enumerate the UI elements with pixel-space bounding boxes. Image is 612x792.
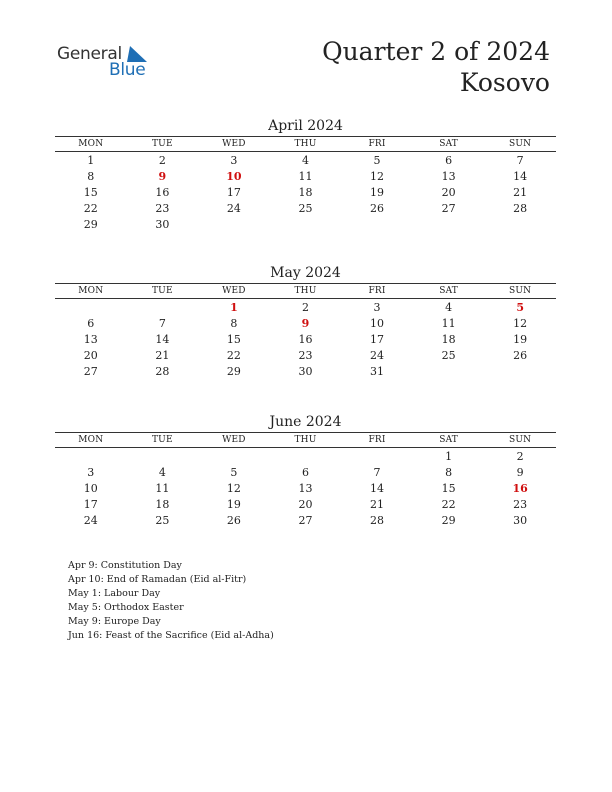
date-cell: 17: [83, 498, 98, 511]
date-cell: 13: [441, 170, 456, 183]
holiday-item: May 9: Europe Day: [68, 616, 161, 627]
week-row: [55, 185, 556, 201]
month-june: [55, 412, 556, 529]
date-cell: 19: [513, 333, 528, 346]
date-cell: 25: [298, 202, 313, 215]
weekday-label: WED: [222, 286, 246, 296]
date-cell: 28: [513, 202, 528, 215]
date-cell: 31: [370, 365, 385, 378]
weekday-label: SAT: [439, 286, 458, 296]
date-cell: 26: [513, 349, 528, 362]
week-row: [55, 153, 556, 169]
date-cell: 29: [83, 218, 98, 231]
page-title: [322, 36, 550, 98]
date-cell: 7: [158, 317, 166, 330]
date-cell: 6: [445, 154, 453, 167]
weekday-label: TUE: [151, 286, 173, 296]
date-cell: 22: [441, 498, 456, 511]
date-cell: [341, 449, 413, 465]
weekday-label: SAT: [439, 139, 458, 149]
date-cell: 3: [87, 466, 95, 479]
holiday-item: May 1: Labour Day: [68, 588, 161, 599]
month-title: May 2024: [270, 265, 341, 281]
date-cell: [55, 300, 127, 316]
date-cell: [198, 217, 270, 233]
weekday-label: SUN: [509, 435, 532, 445]
date-cell: 15: [441, 482, 456, 495]
month-title: April 2024: [268, 118, 343, 134]
weekday-label: MON: [78, 435, 104, 445]
weekday-label: WED: [222, 139, 246, 149]
week-row: [55, 201, 556, 217]
date-cell: 21: [370, 498, 385, 511]
date-cell: 11: [155, 482, 170, 495]
date-cell: 30: [298, 365, 313, 378]
date-cell: [413, 217, 485, 233]
date-cell: 4: [158, 466, 166, 479]
week-row: [55, 348, 556, 364]
date-cell: 25: [155, 514, 170, 527]
date-cell: 13: [298, 482, 313, 495]
date-cell: 20: [298, 498, 313, 511]
date-cell: 28: [155, 365, 170, 378]
calendar-grid: [55, 136, 556, 233]
title-quarter: Quarter 2 of 2024: [322, 37, 550, 66]
date-cell: [55, 449, 127, 465]
date-cell: 25: [441, 349, 456, 362]
date-cell: 4: [445, 301, 453, 314]
date-cell: 16: [155, 186, 170, 199]
weekday-label: FRI: [368, 139, 386, 149]
date-cell: 14: [513, 170, 528, 183]
month-title: June 2024: [269, 414, 342, 430]
date-cell: [484, 217, 556, 233]
date-cell: [270, 449, 342, 465]
date-cell: 24: [83, 514, 98, 527]
holiday-list: [68, 559, 274, 643]
title-country: Kosovo: [459, 68, 550, 97]
date-cell: 5: [230, 466, 238, 479]
holiday-item: Jun 16: Feast of the Sacrifice (Eid al-Adha): [68, 630, 274, 641]
weekday-label: SUN: [509, 286, 532, 296]
logo-text-general: General: [57, 44, 122, 64]
holiday-date: 5: [516, 301, 524, 314]
date-cell: 29: [441, 514, 456, 527]
weekday-header-row: [55, 433, 556, 448]
date-cell: 17: [226, 186, 241, 199]
date-cell: 27: [441, 202, 456, 215]
date-cell: 23: [298, 349, 313, 362]
date-cell: 12: [226, 482, 241, 495]
date-cell: 14: [155, 333, 170, 346]
date-cell: 29: [226, 365, 241, 378]
week-row: [55, 332, 556, 348]
date-cell: 26: [226, 514, 241, 527]
date-cell: 17: [370, 333, 385, 346]
week-row: [55, 364, 556, 380]
holiday-date: 9: [158, 170, 167, 183]
date-cell: 3: [230, 154, 238, 167]
holiday-item: Apr 10: End of Ramadan (Eid al-Fitr): [68, 574, 247, 585]
week-row: [55, 513, 556, 529]
date-cell: 2: [516, 450, 524, 463]
date-cell: 27: [83, 365, 98, 378]
week-row: [55, 465, 556, 481]
date-cell: 15: [226, 333, 241, 346]
date-cell: 23: [155, 202, 170, 215]
date-cell: 7: [373, 466, 381, 479]
weekday-label: MON: [78, 286, 104, 296]
date-cell: 1: [445, 450, 453, 463]
date-cell: 15: [83, 186, 98, 199]
date-cell: 22: [83, 202, 98, 215]
week-row: [55, 300, 556, 316]
weekday-header-row: [55, 137, 556, 152]
date-cell: 21: [513, 186, 528, 199]
date-cell: 20: [441, 186, 456, 199]
date-cell: 12: [370, 170, 385, 183]
weekday-label: WED: [222, 435, 246, 445]
week-row: [55, 217, 556, 233]
date-cell: 14: [370, 482, 385, 495]
date-cell: [270, 217, 342, 233]
month-april: [55, 116, 556, 233]
date-cell: 6: [301, 466, 309, 479]
week-row: [55, 449, 556, 465]
date-cell: 22: [226, 349, 241, 362]
date-cell: [484, 364, 556, 380]
date-cell: 9: [516, 466, 524, 479]
weekday-header-row: [55, 284, 556, 299]
date-cell: 24: [226, 202, 241, 215]
date-cell: 7: [516, 154, 524, 167]
weekday-label: SAT: [439, 435, 458, 445]
date-cell: 26: [370, 202, 385, 215]
logo: [57, 42, 157, 82]
date-cell: 20: [83, 349, 98, 362]
month-may: [55, 263, 556, 380]
date-cell: 8: [87, 170, 95, 183]
date-cell: 11: [298, 170, 313, 183]
date-cell: 30: [155, 218, 170, 231]
date-cell: 1: [87, 154, 95, 167]
holiday-date: 10: [226, 170, 242, 183]
weekday-label: SUN: [509, 139, 532, 149]
holiday-item: May 5: Orthodox Easter: [68, 602, 184, 613]
date-cell: 8: [230, 317, 238, 330]
date-cell: 3: [373, 301, 381, 314]
date-cell: 18: [441, 333, 456, 346]
weekday-label: THU: [294, 435, 317, 445]
holiday-date: 1: [230, 301, 238, 314]
week-row: [55, 481, 556, 497]
date-cell: [413, 364, 485, 380]
weekday-label: FRI: [368, 435, 386, 445]
date-cell: [127, 449, 199, 465]
weekday-label: TUE: [151, 139, 173, 149]
date-cell: 30: [513, 514, 528, 527]
date-cell: 19: [226, 498, 241, 511]
date-cell: 10: [370, 317, 385, 330]
holiday-item: Apr 9: Constitution Day: [68, 560, 182, 571]
weekday-label: THU: [294, 139, 317, 149]
date-cell: 24: [370, 349, 385, 362]
calendar-grid: [55, 283, 556, 380]
weekday-label: MON: [78, 139, 104, 149]
date-cell: [127, 300, 199, 316]
date-cell: 23: [513, 498, 528, 511]
holiday-date: 9: [301, 317, 310, 330]
date-cell: 5: [373, 154, 381, 167]
date-cell: 12: [513, 317, 528, 330]
date-cell: 6: [87, 317, 95, 330]
weekday-label: TUE: [151, 435, 173, 445]
date-cell: 11: [441, 317, 456, 330]
date-cell: 4: [301, 154, 309, 167]
weekday-label: THU: [294, 286, 317, 296]
holiday-date: 16: [512, 482, 528, 495]
date-cell: [341, 217, 413, 233]
week-row: [55, 497, 556, 513]
date-cell: 18: [298, 186, 313, 199]
date-cell: 16: [298, 333, 313, 346]
date-cell: 10: [83, 482, 98, 495]
date-cell: 2: [158, 154, 166, 167]
date-cell: 19: [370, 186, 385, 199]
date-cell: 2: [301, 301, 309, 314]
date-cell: 8: [445, 466, 453, 479]
date-cell: 18: [155, 498, 170, 511]
logo-text-blue: Blue: [109, 60, 146, 80]
calendar-grid: [55, 432, 556, 529]
date-cell: 21: [155, 349, 170, 362]
date-cell: 28: [370, 514, 385, 527]
date-cell: 13: [83, 333, 98, 346]
week-row: [55, 316, 556, 332]
weekday-label: FRI: [368, 286, 386, 296]
week-row: [55, 169, 556, 185]
date-cell: [198, 449, 270, 465]
date-cell: 27: [298, 514, 313, 527]
